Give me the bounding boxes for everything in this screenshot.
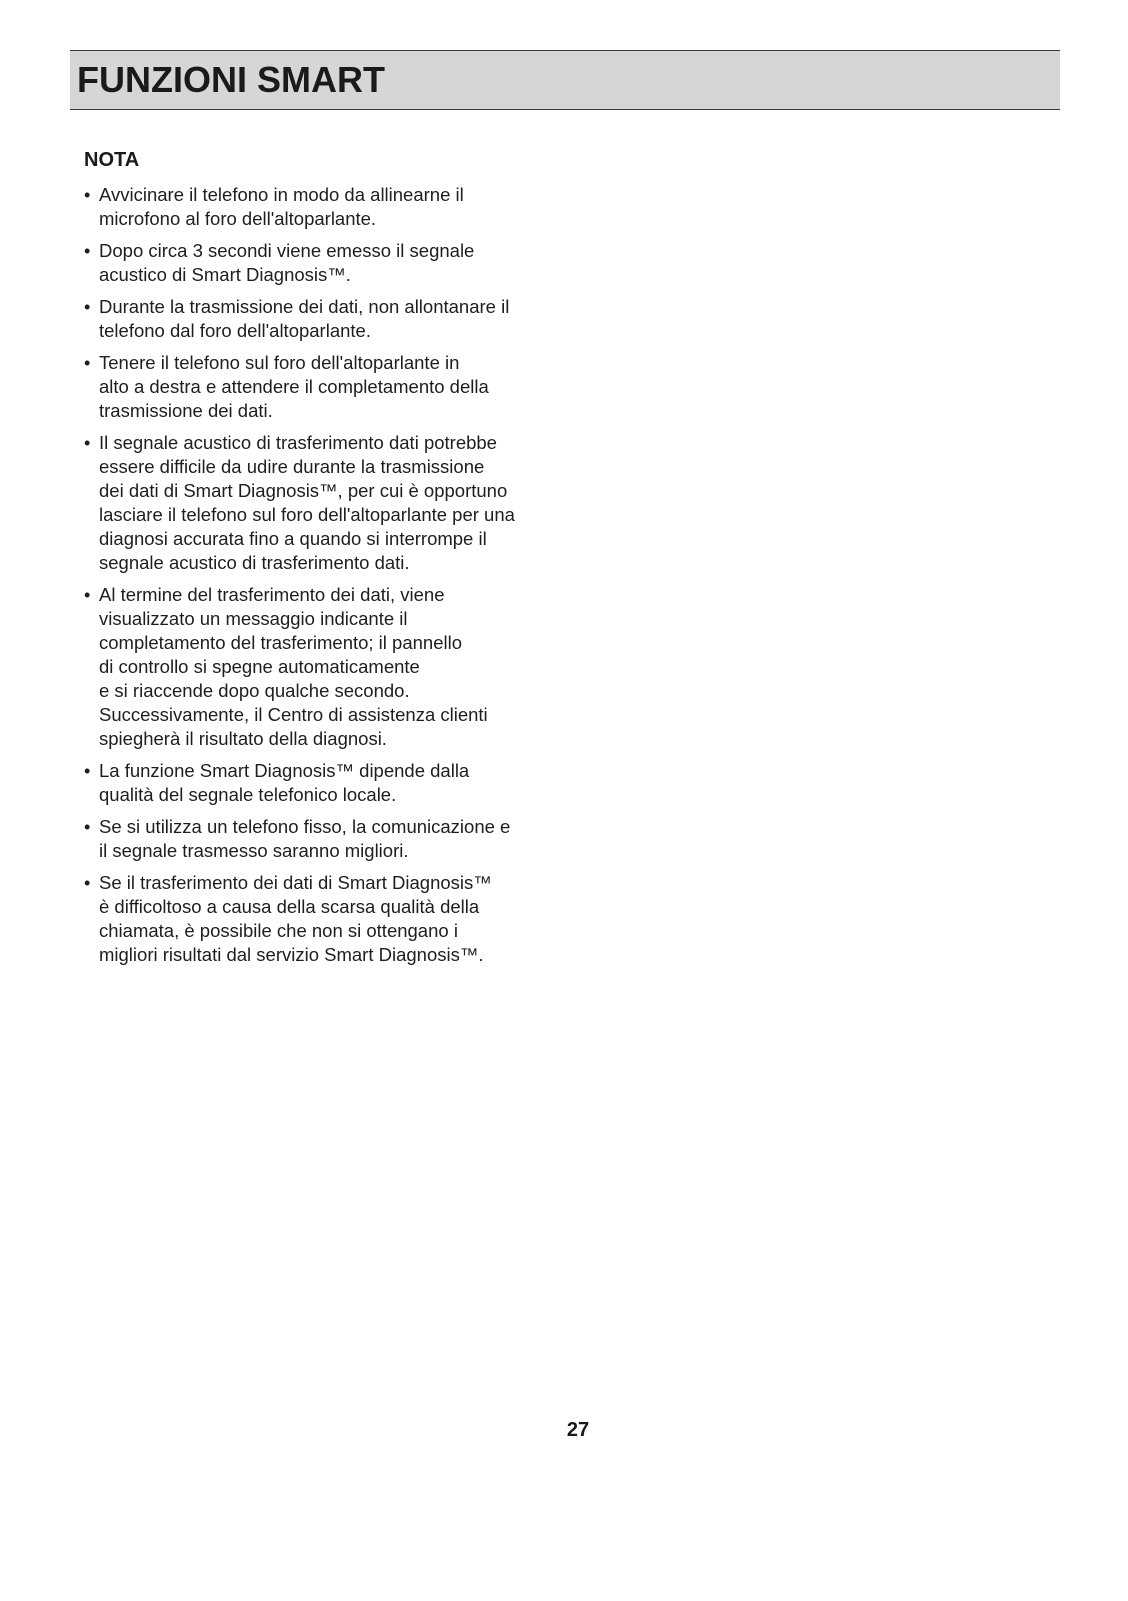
note-item [84,583,564,751]
note-item-text: La funzione Smart Diagnosis™ dipende dalla qualità del segnale telefonico locale. [99,760,470,805]
note-item [84,431,564,575]
page-number: 27 [566,1419,590,1441]
note-item [84,351,564,423]
note-item-text: Al termine del trasferimento dei dati, viene visualizzato un messaggio indicante il completamento del trasferimento; il pannello di controllo si spegne automaticamente e si riaccende dopo qualche secondo. Successivamente, il Centro di assistenza clienti spiegherà il risultato della diagnosi. [99,584,488,749]
bullet-icon: • [84,433,91,453]
note-item [84,183,564,231]
note-item [84,239,564,287]
section-header-bar [70,50,1060,110]
bullet-icon: • [84,185,91,205]
note-item-text: Durante la trasmissione dei dati, non allontanare il telefono dal foro dell'altoparlante. [99,296,510,341]
bullet-icon: • [84,297,91,317]
page-title: FUNZIONI SMART [77,59,385,100]
note-heading: NOTA [84,149,140,171]
note-item-text: Il segnale acustico di trasferimento dati potrebbe essere difficile da udire durante la trasmissione dei dati di Smart Diagnosis™, per cui è opportuno lasciare il telefono sul foro dell'altoparlante per una diagnosi accurata fino a quando si interrompe il segnale acustico di trasferimento dati. [99,432,515,573]
note-item-text: Se il trasferimento dei dati di Smart Diagnosis™ è difficoltoso a causa della scarsa qualità della chiamata, è possibile che non si ottengano i migliori risultati dal servizio Smart Diagnosis™. [99,872,492,965]
bullet-icon: • [84,353,91,373]
note-item-text: Tenere il telefono sul foro dell'altoparlante in alto a destra e attendere il completamento della trasmissione dei dati. [99,352,489,421]
bullet-icon: • [84,817,91,837]
note-section [84,149,564,975]
note-item-text: Se si utilizza un telefono fisso, la comunicazione e il segnale trasmesso saranno migliori. [99,816,511,861]
bullet-icon: • [84,241,91,261]
note-item [84,759,564,807]
bullet-icon: • [84,873,91,893]
note-list [84,183,564,967]
bullet-icon: • [84,761,91,781]
note-item [84,815,564,863]
note-item-text: Avvicinare il telefono in modo da allinearne il microfono al foro dell'altoparlante. [99,184,464,229]
note-item-text: Dopo circa 3 secondi viene emesso il segnale acustico di Smart Diagnosis™. [99,240,475,285]
note-item [84,295,564,343]
bullet-icon: • [84,585,91,605]
note-item [84,871,564,967]
